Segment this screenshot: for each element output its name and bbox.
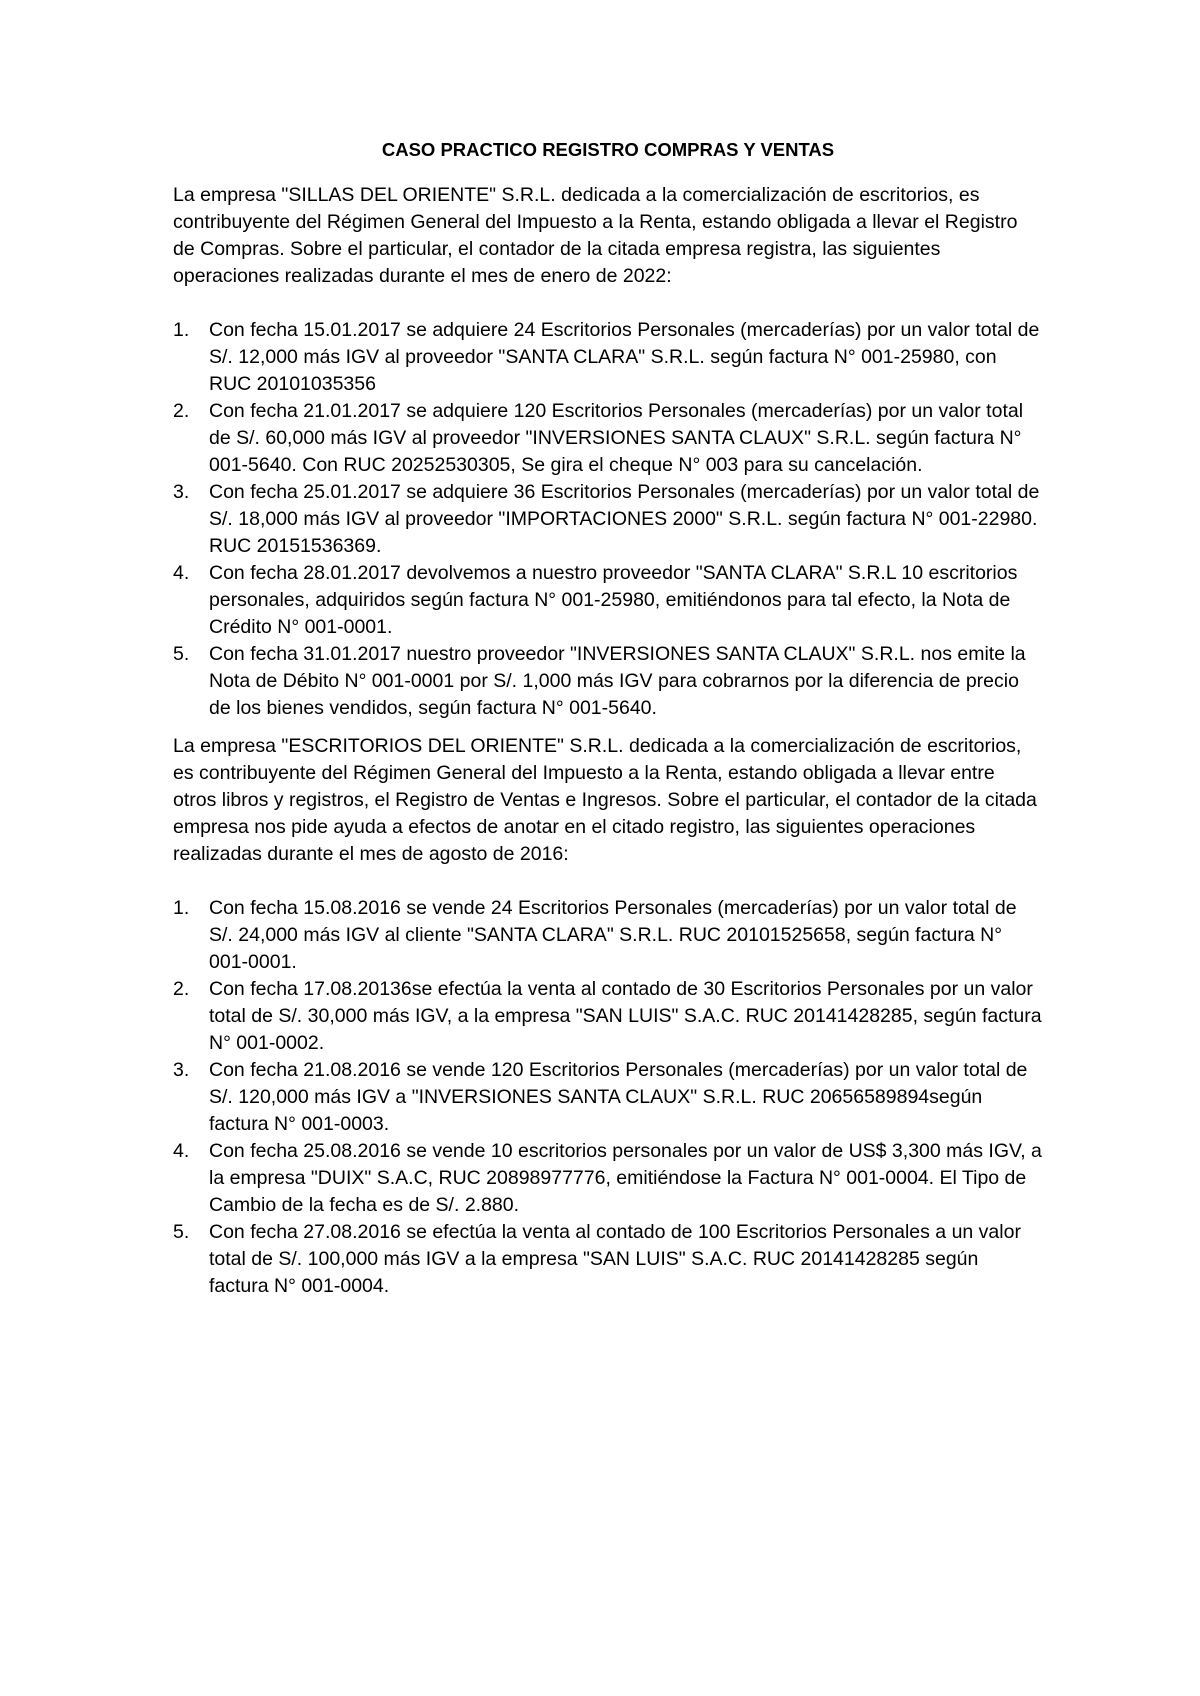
document-body: [173, 136, 1043, 1300]
section-2-intro: La empresa "ESCRITORIOS DEL ORIENTE" S.R.L. dedicada a la comercialización de escritorios, es contribuyente del Régimen General del Impuesto a la Renta, estando obligada a llevar entre otros libros y registros, el Registro de Ventas e Ingresos. Sobre el particular, el contador de la citada empresa nos pide ayuda a efectos de anotar en el citado registro, las siguientes operaciones realizadas durante el mes de agosto de 2016:: [173, 735, 1037, 865]
list-item-text: Con fecha 17.08.20136se efectúa la venta al contado de 30 Escritorios Personales por un valor total de S/. 30,000 más IGV, a la empresa "SAN LUIS" S.A.C. RUC 20141428285, según factura N° 001-0002.: [209, 978, 1042, 1054]
list-item-text: Con fecha 25.08.2016 se vende 10 escritorios personales por un valor de US$ 3,300 más IGV, a la empresa "DUIX" S.A.C, RUC 20898977776, emitiéndose la Factura N° 001-0004. El Tipo de Cambio de la fecha es de S/. 2.880.: [209, 1140, 1042, 1216]
list-item-number: 2.: [173, 978, 190, 1000]
list-item-number: 4.: [173, 562, 190, 584]
list-item: [173, 895, 1043, 976]
list-item: [173, 976, 1043, 1057]
section-1-intro: La empresa "SILLAS DEL ORIENTE" S.R.L. dedicada a la comercialización de escritorios, es contribuyente del Régimen General del Impuesto a la Renta, estando obligada a llevar el Registro de Compras. Sobre el particular, el contador de la citada empresa registra, las siguientes operaciones realizadas durante el mes de enero de 2022:: [173, 184, 1018, 287]
list-item-number: 1.: [173, 897, 190, 919]
list-item-number: 1.: [173, 319, 190, 341]
list-item: [173, 641, 1043, 722]
list-item-text: Con fecha 25.01.2017 se adquiere 36 Escritorios Personales (mercaderías) por un valor total de S/. 18,000 más IGV al proveedor "IMPORTACIONES 2000" S.R.L. según factura N° 001-22980. RUC 20151536369.: [209, 481, 1040, 557]
list-item: [173, 398, 1043, 479]
list-item: [173, 479, 1043, 560]
list-item: [173, 1138, 1043, 1219]
list-item-number: 3.: [173, 1059, 190, 1081]
purchases-list: [173, 317, 1043, 722]
list-item-text: Con fecha 15.01.2017 se adquiere 24 Escritorios Personales (mercaderías) por un valor total de S/. 12,000 más IGV al proveedor "SANTA CLARA" S.R.L. según factura N° 001-25980, con RUC 20101035356: [209, 319, 1040, 395]
list-item-text: Con fecha 31.01.2017 nuestro proveedor "INVERSIONES SANTA CLAUX" S.R.L. nos emite la Nota de Débito N° 001-0001 por S/. 1,000 más IGV para cobrarnos por la diferencia de precio de los bienes vendidos, según factura N° 001-5640.: [209, 643, 1026, 719]
list-item: [173, 1057, 1043, 1138]
list-item-number: 2.: [173, 400, 190, 422]
sales-list: [173, 895, 1043, 1300]
list-item-text: Con fecha 27.08.2016 se efectúa la venta al contado de 100 Escritorios Personales a un valor total de S/. 100,000 más IGV a la empresa "SAN LUIS" S.A.C. RUC 20141428285 según factura N° 001-0004.: [209, 1221, 1021, 1297]
list-item-text: Con fecha 15.08.2016 se vende 24 Escritorios Personales (mercaderías) por un valor total de S/. 24,000 más IGV al cliente "SANTA CLARA" S.R.L. RUC 20101525658, según factura N° 001-0001.: [209, 897, 1017, 973]
document-title: CASO PRACTICO REGISTRO COMPRAS Y VENTAS: [381, 139, 835, 160]
list-item-text: Con fecha 21.08.2016 se vende 120 Escritorios Personales (mercaderías) por un valor total de S/. 120,000 más IGV a "INVERSIONES SANTA CLAUX" S.R.L. RUC 20656589894según factura N° 001-0003.: [209, 1059, 1028, 1135]
list-item-number: 4.: [173, 1140, 190, 1162]
list-item: [173, 317, 1043, 398]
list-item: [173, 1219, 1043, 1300]
list-item: [173, 560, 1043, 641]
list-item-text: Con fecha 21.01.2017 se adquiere 120 Escritorios Personales (mercaderías) por un valor total de S/. 60,000 más IGV al proveedor "INVERSIONES SANTA CLAUX" S.R.L. según factura N° 001-5640. Con RUC 20252530305, Se gira el cheque N° 003 para su cancelación.: [209, 400, 1024, 476]
list-item-text: Con fecha 28.01.2017 devolvemos a nuestro proveedor "SANTA CLARA" S.R.L 10 escritorios personales, adquiridos según factura N° 001-25980, emitiéndonos para tal efecto, la Nota de Crédito N° 001-0001.: [209, 562, 1018, 638]
list-item-number: 5.: [173, 643, 190, 665]
list-item-number: 3.: [173, 481, 190, 503]
list-item-number: 5.: [173, 1221, 190, 1243]
